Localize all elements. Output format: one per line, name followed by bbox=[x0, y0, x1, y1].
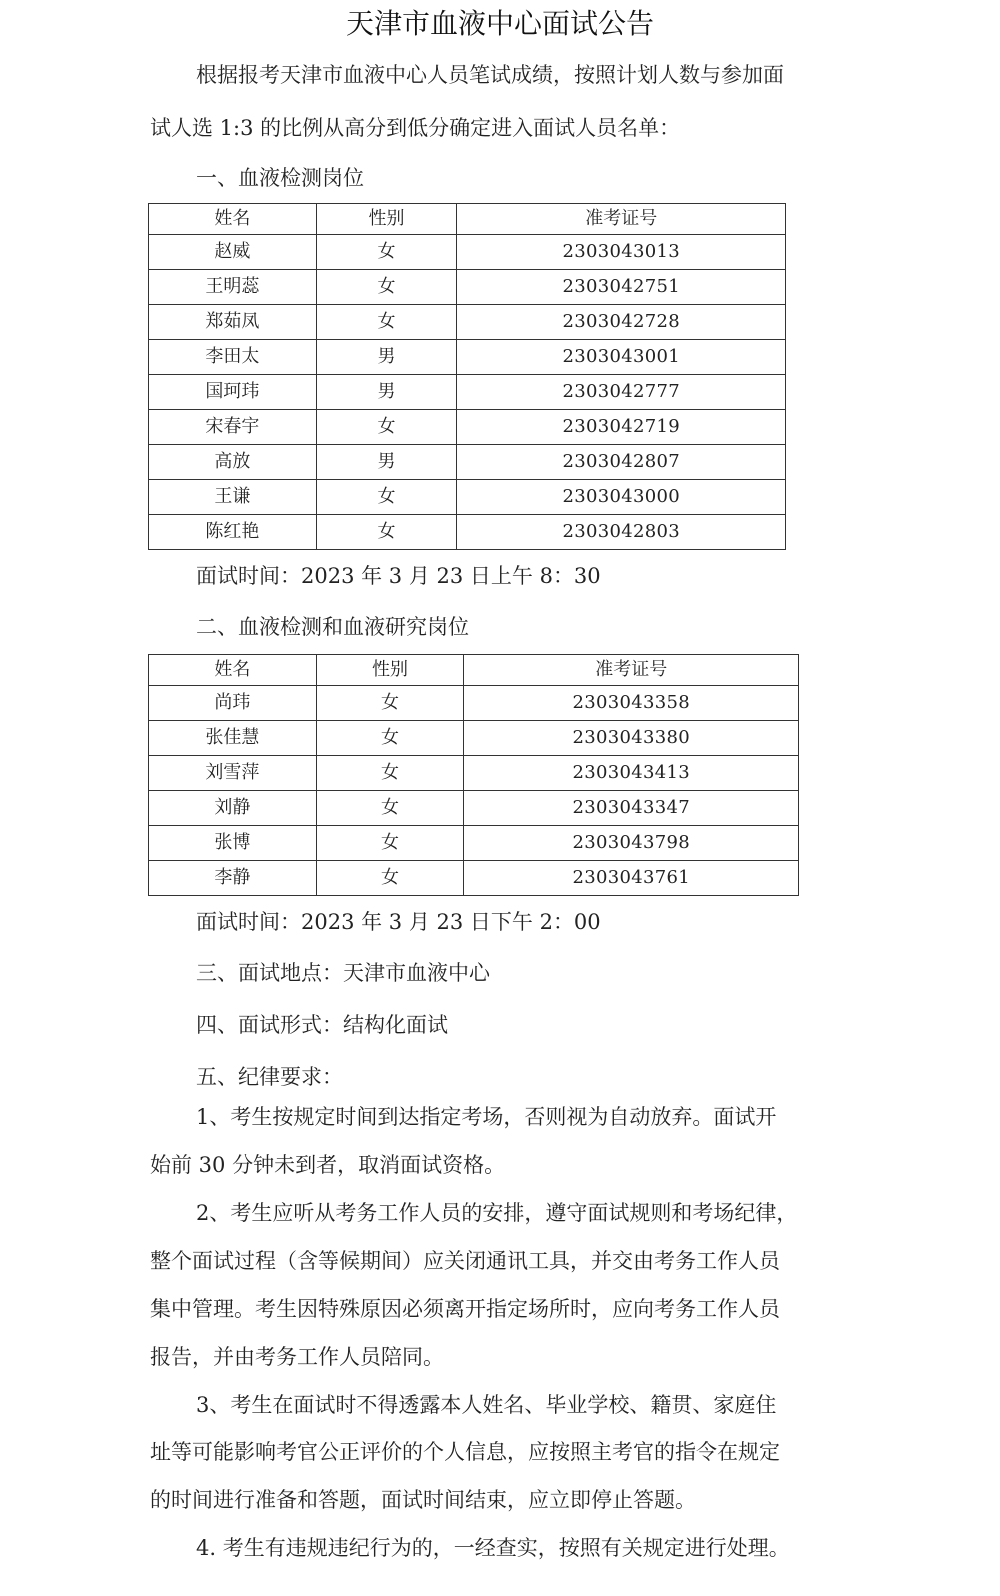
candidate-name: 郑茹凤 bbox=[149, 305, 317, 340]
candidate-gender: 女 bbox=[316, 721, 464, 756]
table-row bbox=[149, 375, 786, 410]
candidate-gender: 女 bbox=[316, 826, 464, 861]
candidate-exam-id: 2303042807 bbox=[457, 445, 786, 480]
column-header-name: 姓名 bbox=[149, 655, 317, 686]
section2-interview-time: 面试时间：2023 年 3 月 23 日下午 2：00 bbox=[196, 910, 601, 934]
document-title: 天津市血液中心面试公告 bbox=[345, 7, 654, 40]
candidate-gender: 女 bbox=[316, 515, 457, 550]
candidate-name: 宋春宇 bbox=[149, 410, 317, 445]
candidate-exam-id: 2303042728 bbox=[457, 305, 786, 340]
candidate-gender: 男 bbox=[316, 375, 457, 410]
candidate-name: 张博 bbox=[149, 826, 317, 861]
candidate-gender: 女 bbox=[316, 756, 464, 791]
candidate-name: 高放 bbox=[149, 445, 317, 480]
candidate-exam-id: 2303043380 bbox=[464, 721, 799, 756]
table-row bbox=[149, 270, 786, 305]
table-row bbox=[149, 235, 786, 270]
column-header-gender: 性别 bbox=[316, 204, 457, 235]
discipline-line: 1、考生按规定时间到达指定考场，否则视为自动放弃。面试开 bbox=[196, 1105, 777, 1129]
candidate-exam-id: 2303042751 bbox=[457, 270, 786, 305]
table-row bbox=[149, 480, 786, 515]
candidate-name: 陈红艳 bbox=[149, 515, 317, 550]
table-header-row bbox=[149, 204, 786, 235]
candidate-exam-id: 2303042803 bbox=[457, 515, 786, 550]
candidate-gender: 女 bbox=[316, 305, 457, 340]
column-header-gender: 性别 bbox=[316, 655, 464, 686]
candidate-exam-id: 2303043761 bbox=[464, 861, 799, 896]
table-row bbox=[149, 861, 799, 896]
discipline-line: 集中管理。考生因特殊原因必须离开指定场所时，应向考务工作人员 bbox=[150, 1297, 780, 1321]
interview-location: 三、面试地点：天津市血液中心 bbox=[196, 961, 490, 985]
intro-line-2: 试人选 1:3 的比例从高分到低分确定进入面试人员名单： bbox=[150, 116, 681, 140]
candidate-exam-id: 2303043000 bbox=[457, 480, 786, 515]
candidate-name: 王明蕊 bbox=[149, 270, 317, 305]
candidate-exam-id: 2303043798 bbox=[464, 826, 799, 861]
candidate-name: 李静 bbox=[149, 861, 317, 896]
candidate-name: 尚玮 bbox=[149, 686, 317, 721]
table-row bbox=[149, 305, 786, 340]
candidate-gender: 女 bbox=[316, 686, 464, 721]
discipline-heading: 五、纪律要求： bbox=[196, 1065, 343, 1089]
candidate-name: 国珂玮 bbox=[149, 375, 317, 410]
discipline-line: 报告，并由考务工作人员陪同。 bbox=[150, 1345, 444, 1369]
candidate-exam-id: 2303043413 bbox=[464, 756, 799, 791]
section1-interview-time: 面试时间：2023 年 3 月 23 日上午 8：30 bbox=[196, 564, 601, 588]
candidate-name: 刘静 bbox=[149, 791, 317, 826]
table-row bbox=[149, 340, 786, 375]
table-header-row bbox=[149, 655, 799, 686]
discipline-line: 3、考生在面试时不得透露本人姓名、毕业学校、籍贯、家庭住 bbox=[196, 1393, 777, 1417]
section1-heading: 一、血液检测岗位 bbox=[196, 166, 364, 190]
intro-line-1: 根据报考天津市血液中心人员笔试成绩，按照计划人数与参加面 bbox=[196, 63, 784, 87]
table-row bbox=[149, 721, 799, 756]
column-header-exam-id: 准考证号 bbox=[464, 655, 799, 686]
section1-table bbox=[148, 203, 786, 550]
candidate-exam-id: 2303043358 bbox=[464, 686, 799, 721]
candidate-name: 王谦 bbox=[149, 480, 317, 515]
candidate-gender: 女 bbox=[316, 480, 457, 515]
candidate-exam-id: 2303043347 bbox=[464, 791, 799, 826]
column-header-exam-id: 准考证号 bbox=[457, 204, 786, 235]
table-row bbox=[149, 756, 799, 791]
candidate-gender: 女 bbox=[316, 270, 457, 305]
discipline-line: 4. 考生有违规违纪行为的，一经查实，按照有关规定进行处理。 bbox=[196, 1536, 790, 1560]
candidate-exam-id: 2303043013 bbox=[457, 235, 786, 270]
discipline-line: 址等可能影响考官公正评价的个人信息，应按照主考官的指令在规定 bbox=[150, 1440, 780, 1464]
table-row bbox=[149, 686, 799, 721]
discipline-line: 始前 30 分钟未到者，取消面试资格。 bbox=[150, 1153, 506, 1177]
candidate-name: 李田太 bbox=[149, 340, 317, 375]
table-row bbox=[149, 791, 799, 826]
candidate-exam-id: 2303042719 bbox=[457, 410, 786, 445]
candidate-gender: 男 bbox=[316, 445, 457, 480]
table-row bbox=[149, 515, 786, 550]
section2-heading: 二、血液检测和血液研究岗位 bbox=[196, 615, 469, 639]
candidate-exam-id: 2303042777 bbox=[457, 375, 786, 410]
candidate-name: 张佳慧 bbox=[149, 721, 317, 756]
table-row bbox=[149, 826, 799, 861]
candidate-gender: 女 bbox=[316, 791, 464, 826]
candidate-name: 刘雪萍 bbox=[149, 756, 317, 791]
candidate-gender: 男 bbox=[316, 340, 457, 375]
candidate-name: 赵威 bbox=[149, 235, 317, 270]
discipline-line: 2、考生应听从考务工作人员的安排，遵守面试规则和考场纪律， bbox=[196, 1201, 798, 1225]
interview-format: 四、面试形式：结构化面试 bbox=[196, 1013, 448, 1037]
candidate-exam-id: 2303043001 bbox=[457, 340, 786, 375]
candidate-gender: 女 bbox=[316, 861, 464, 896]
column-header-name: 姓名 bbox=[149, 204, 317, 235]
section2-table bbox=[148, 654, 799, 896]
table-row bbox=[149, 410, 786, 445]
table-row bbox=[149, 445, 786, 480]
discipline-line: 整个面试过程（含等候期间）应关闭通讯工具，并交由考务工作人员 bbox=[150, 1249, 780, 1273]
candidate-gender: 女 bbox=[316, 410, 457, 445]
candidate-gender: 女 bbox=[316, 235, 457, 270]
discipline-line: 的时间进行准备和答题，面试时间结束，应立即停止答题。 bbox=[150, 1488, 696, 1512]
